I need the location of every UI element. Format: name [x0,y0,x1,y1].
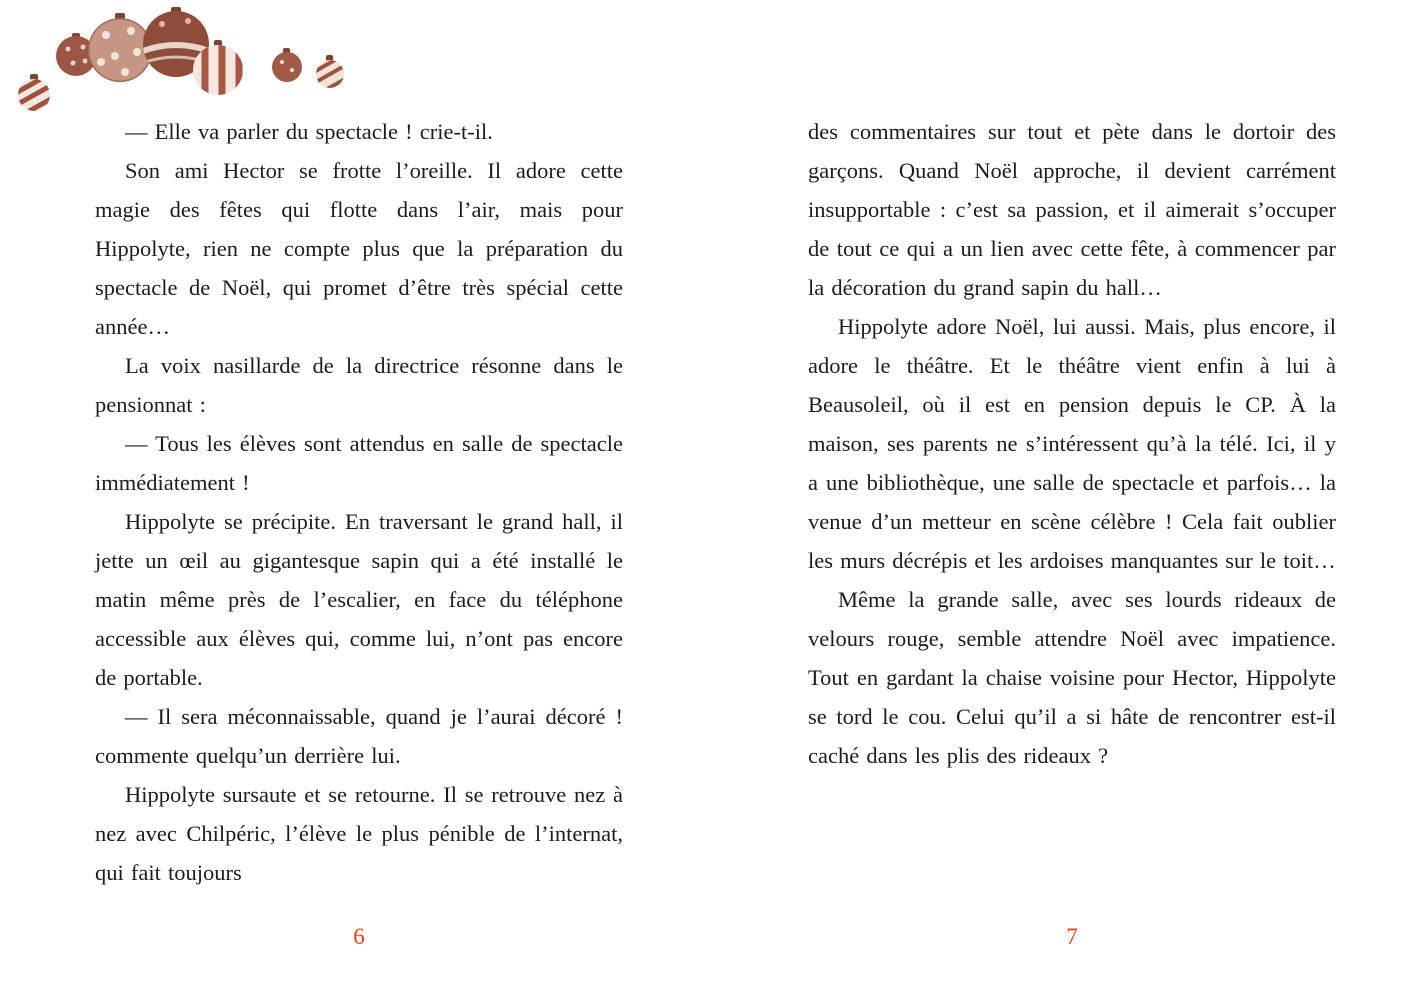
page-right-text [808,112,1336,775]
paragraph: Hippolyte sursaute et se retourne. Il se retrouve nez à nez avec Chilpéric, l’élève le plus pénible de l’internat, qui fait toujours [95,782,623,885]
paragraph: Même la grande salle, avec ses lourds rideaux de velours rouge, semble attendre Noël avec impatience. Tout en gardant la chaise voisine pour Hector, Hippolyte se tord le cou. Celui qu’il a si hâte de rencontrer est-il caché dans les plis des rideaux ? [808,587,1336,768]
christmas-baubles-icon [10,6,355,121]
paragraph: La voix nasillarde de la directrice résonne dans le pensionnat : [95,353,623,417]
paragraph: — Elle va parler du spectacle ! crie-t-il. [125,119,493,144]
page-number-left: 6 [353,924,365,949]
paragraph: — Il sera méconnaissable, quand je l’aurai décoré ! commente quelqu’un derrière lui. [95,704,623,768]
paragraph: Son ami Hector se frotte l’oreille. Il adore cette magie des fêtes qui flotte dans l’air, mais pour Hippolyte, rien ne compte plus que la préparation du spectacle de Noël, qui promet d’être très spécial cette année… [95,158,623,339]
paragraph: — Tous les élèves sont attendus en salle de spectacle immédiatement ! [95,431,623,495]
page-number-right: 7 [1066,924,1078,949]
paragraph: Hippolyte adore Noël, lui aussi. Mais, plus encore, il adore le théâtre. Et le théâtre vient enfin à lui à Beausoleil, où il est en pension depuis le CP. À la maison, ses parents ne s’intéressent qu’à la télé. Ici, il y a une bibliothèque, une salle de spectacle et parfois… la venue d’un metteur en scène célèbre ! Cela fait oublier les murs décrépis et les ardoises manquantes sur le toit… [808,314,1336,573]
paragraph: Hippolyte se précipite. En traversant le grand hall, il jette un œil au gigantesque sapin qui a été installé le matin même près de l’escalier, en face du téléphone accessible aux élèves qui, comme lui, n’ont pas encore de portable. [95,509,623,690]
paragraph: des commentaires sur tout et pète dans le dortoir des garçons. Quand Noël approche, il devient carrément insupportable : c’est sa passion, et il aimerait s’occuper de tout ce qui a un lien avec cette fête, à commencer par la décoration du grand sapin du hall… [808,119,1336,300]
christmas-baubles-illustration [10,6,355,126]
page-left-text [95,112,623,892]
